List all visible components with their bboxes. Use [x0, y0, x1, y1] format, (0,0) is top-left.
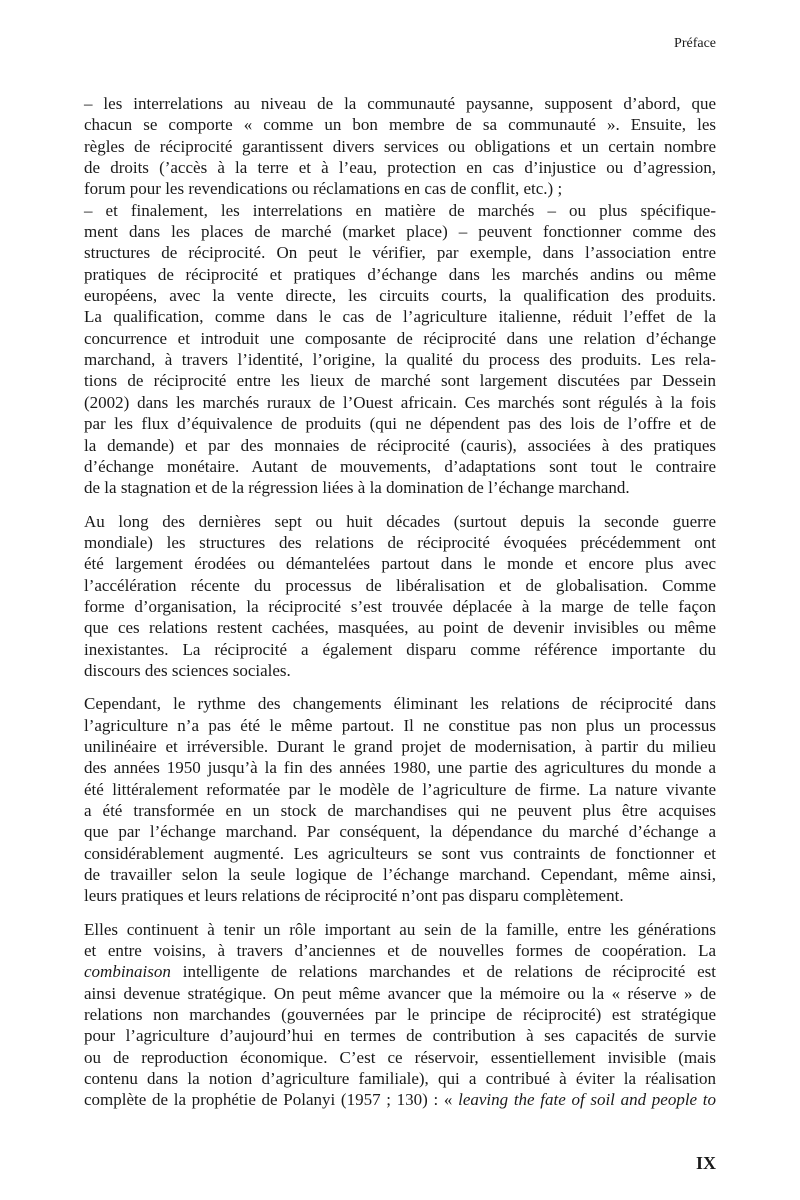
- text-line: (2002) dans les marchés ruraux de l’Ouest africain. Ces marchés sont régulés à la fois: [84, 392, 716, 412]
- paragraph: [84, 200, 716, 499]
- text-line: par les flux d’équivalence de produits (qui ne dépendent pas des lois de l’offre et de: [84, 414, 716, 434]
- text-line: la demande) et par des monnaies de réciprocité (cauris), associées à des pratiques: [84, 435, 716, 455]
- text-segment: complète de la prophétie de Polanyi (1957 ; 130) : «: [84, 1090, 459, 1110]
- text-line: été largement érodées ou démantelées partout dans le monde et encore plus avec: [84, 554, 716, 574]
- text-line: pour l’agriculture d’aujourd’hui en termes de contribution à ses capacités de survie: [84, 1026, 716, 1046]
- text-line: considérablement augmenté. Les agriculteurs se sont vus contraints de fonctionner et: [84, 843, 716, 863]
- text-line: – et finalement, les interrelations en matière de marchés – ou plus spécifique-: [84, 200, 716, 220]
- text-line: [84, 1089, 716, 1110]
- text-line: chacun se comporte « comme un bon membre de sa communauté ». Ensuite, les: [84, 115, 716, 135]
- text-line: que ces relations restent cachées, masquées, au point de devenir invisibles ou même: [84, 618, 716, 638]
- text-line: discours des sciences sociales.: [84, 660, 291, 680]
- text-line: règles de réciprocité garantissent divers services ou obligations et un certain nombre: [84, 136, 716, 156]
- text-line: a été transformée en un stock de marchandises qui ne peuvent plus être acquises: [84, 801, 716, 820]
- running-head: Préface: [674, 36, 716, 51]
- text-line: de la stagnation et de la régression liées à la domination de l’échange marchand.: [84, 478, 630, 498]
- paragraph: [84, 693, 716, 906]
- text-line: des années 1950 jusqu’à la fin des années 1980, une partie des agricultures du monde a: [84, 758, 716, 778]
- paragraph: [84, 511, 716, 682]
- text-line: [84, 961, 716, 982]
- text-line: unilinéaire et irréversible. Durant le grand projet de modernisation, à partir du milieu: [84, 736, 716, 756]
- paragraph: [84, 93, 716, 200]
- italic-text: combinaison: [84, 962, 171, 982]
- text-line: ou de reproduction économique. C’est ce réservoir, essentiellement invisible (mais: [84, 1047, 716, 1067]
- text-line: que par l’échange marchand. Par conséquent, la dépendance du marché d’échange a: [84, 822, 716, 842]
- text-line: Cependant, le rythme des changements éliminant les relations de réciprocité dans: [84, 694, 716, 714]
- text-line: Elles continuent à tenir un rôle important au sein de la famille, entre les générations: [84, 919, 716, 939]
- text-line: marchand, à travers l’identité, l’origine, la qualité du process des produits. Les rela-: [84, 350, 716, 370]
- text-line: forme d’organisation, la réciprocité s’est trouvée déplacée à la marge de telle façon: [84, 596, 716, 616]
- text-line: forum pour les revendications ou réclamations en cas de conflit, etc.) ;: [84, 179, 563, 199]
- text-line: l’agriculture n’a pas été le même partout. Il ne constitue pas non plus un processus: [84, 715, 716, 735]
- text-line: été littéralement reformatée par le modèle de l’agriculture de firme. La nature vivante: [84, 779, 716, 799]
- text-line: ment dans les places de marché (market place) – peuvent fonctionner comme des: [84, 222, 716, 242]
- text-line: européens, avec la vente directe, les circuits courts, la qualification des produits.: [84, 286, 716, 306]
- text-line: concurrence et introduit une composante de réciprocité dans une relation d’échange: [84, 328, 716, 348]
- text-line: de travailler selon la seule logique de l’échange marchand. Cependant, même ainsi,: [84, 865, 716, 885]
- text-segment: intelligente de relations marchandes et de relations de réciprocité est: [170, 962, 716, 982]
- text-line: relations non marchandes (gouvernées par le principe de réciprocité) est stratégique: [84, 1005, 716, 1025]
- paragraph: [84, 919, 716, 1111]
- text-line: Au long des dernières sept ou huit décades (surtout depuis la seconde guerre: [84, 511, 716, 531]
- text-line: et entre voisins, à travers d’anciennes et de nouvelles formes de coopération. La: [84, 941, 716, 961]
- italic-text: leaving the fate of soil and people to: [458, 1090, 716, 1110]
- text-line: inexistantes. La réciprocité a également disparu comme référence importante du: [84, 639, 716, 659]
- body-text: [84, 93, 716, 1123]
- text-line: tions de réciprocité entre les lieux de marché sont largement discutées par Dessein: [84, 371, 716, 391]
- text-line: l’accélération récente du processus de libéralisation et de globalisation. Comme: [84, 575, 716, 595]
- text-line: contenu dans la notion d’agriculture familiale), qui a contribué à éviter la réalisation: [84, 1069, 716, 1089]
- text-line: de droits (’accès à la terre et à l’eau, protection en cas d’injustice ou d’agression,: [84, 158, 716, 178]
- text-line: La qualification, comme dans le cas de l’agriculture italienne, réduit l’effet de la: [84, 307, 716, 327]
- text-line: mondiale) les structures des relations de réciprocité évoquées précédemment ont: [84, 532, 716, 552]
- text-line: pratiques de réciprocité et pratiques d’échange dans les marchés andins ou même: [84, 264, 716, 284]
- text-line: structures de réciprocité. On peut le vérifier, par exemple, dans l’association entre: [84, 243, 716, 263]
- text-line: d’échange monétaire. Autant de mouvements, d’adaptations sont tout le contraire: [84, 456, 716, 476]
- text-line: – les interrelations au niveau de la communauté paysanne, supposent d’abord, que: [84, 94, 716, 113]
- text-line: leurs pratiques et leurs relations de réciprocité n’ont pas disparu complètement.: [84, 886, 624, 906]
- page-number: IX: [695, 1153, 716, 1173]
- text-line: ainsi devenue stratégique. On peut même avancer que la mémoire ou la « réserve » de: [84, 983, 716, 1003]
